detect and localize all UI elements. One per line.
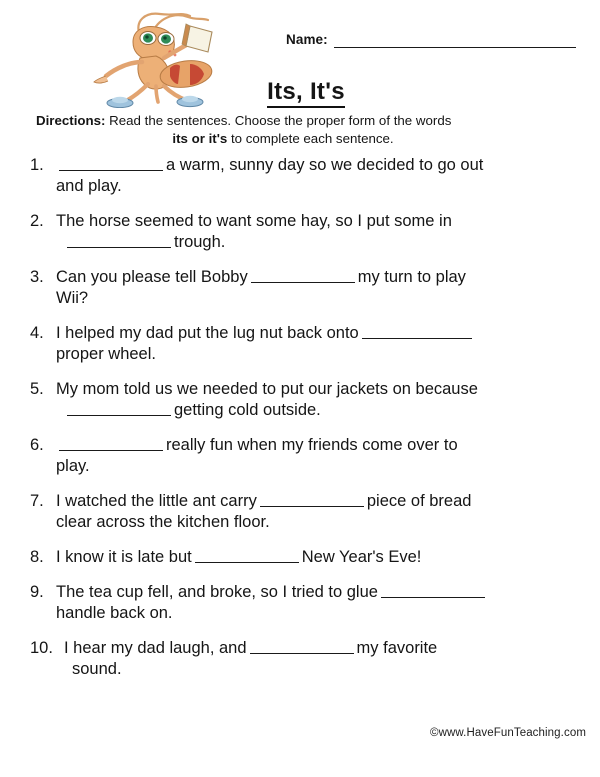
question-line (56, 323, 578, 344)
question-number: 4. (30, 324, 44, 342)
question-text-pre: I helped my dad put the lug nut back onto (56, 324, 359, 342)
question-line: My mom told us we needed to put our jackets on because (56, 380, 478, 398)
question-item (30, 582, 578, 624)
question-line-2: handle back on. (56, 604, 173, 622)
question-line (56, 435, 578, 456)
question-text-post: my favorite (356, 639, 438, 657)
question-body (52, 547, 578, 568)
directions-line-1-text: Read the sentences. Choose the proper form of the words (105, 113, 452, 128)
answer-blank[interactable] (251, 268, 355, 283)
question-item (30, 379, 578, 421)
question-line-2: sound. (72, 660, 122, 678)
question-text-pre: I know it is late but (56, 548, 192, 566)
question-body (60, 638, 578, 680)
question-line (56, 491, 578, 512)
answer-blank[interactable] (67, 401, 171, 416)
question-body (52, 491, 578, 533)
question-body (52, 323, 578, 365)
copyright-footer: ©www.HaveFunTeaching.com (430, 727, 586, 739)
directions (0, 112, 600, 148)
page-title (0, 78, 600, 106)
question-item (30, 211, 578, 253)
question-text-post: really fun when my friends come over to (166, 436, 458, 454)
answer-blank[interactable] (59, 156, 163, 171)
name-label: Name: (286, 32, 328, 47)
question-text-post: getting cold outside. (174, 401, 321, 419)
question-body (52, 211, 578, 253)
question-item (30, 638, 578, 680)
worksheet-header (0, 0, 600, 112)
question-number: 2. (30, 212, 44, 230)
question-item (30, 155, 578, 197)
question-body (52, 379, 578, 421)
question-body (52, 582, 578, 624)
question-number: 5. (30, 380, 44, 398)
answer-blank[interactable] (195, 548, 299, 563)
question-line-2 (56, 400, 578, 421)
question-line (56, 582, 578, 603)
question-number: 3. (30, 268, 44, 286)
question-line: The horse seemed to want some hay, so I put some in (56, 212, 452, 230)
question-text-post: a warm, sunny day so we decided to go out (166, 156, 484, 174)
question-line-2: clear across the kitchen floor. (56, 513, 270, 531)
question-item (30, 435, 578, 477)
question-text-post: piece of bread (366, 492, 472, 510)
question-text-pre: The tea cup fell, and broke, so I tried to glue (56, 583, 378, 601)
directions-line-1 (36, 112, 570, 130)
directions-lead: Directions: (36, 113, 106, 128)
question-text-pre: Can you please tell Bobby (56, 268, 248, 286)
question-item (30, 323, 578, 365)
question-line-2: proper wheel. (56, 345, 156, 363)
question-line (64, 638, 578, 659)
question-item (30, 267, 578, 309)
question-line (56, 155, 578, 176)
question-line-2: and play. (56, 177, 122, 195)
question-text-pre: I watched the little ant carry (56, 492, 257, 510)
question-line (56, 267, 578, 288)
question-item (30, 491, 578, 533)
question-text-post: New Year's Eve! (301, 548, 422, 566)
question-number: 9. (30, 583, 44, 601)
name-field-row (286, 32, 576, 48)
question-line-2 (56, 232, 578, 253)
directions-target-words: its or it's (172, 131, 228, 146)
answer-blank[interactable] (67, 233, 171, 248)
answer-blank[interactable] (250, 639, 354, 654)
question-number: 6. (30, 436, 44, 454)
question-item (30, 547, 578, 568)
question-line-2: play. (56, 457, 90, 475)
question-text-post: trough. (174, 233, 226, 251)
page-title-text: Its, It's (267, 78, 345, 108)
question-number: 1. (30, 156, 44, 174)
question-body (52, 435, 578, 477)
answer-blank[interactable] (260, 492, 364, 507)
answer-blank[interactable] (59, 436, 163, 451)
question-body (52, 267, 578, 309)
question-number: 7. (30, 492, 44, 510)
directions-line-2-text: to complete each sentence. (227, 131, 394, 146)
question-body (52, 155, 578, 197)
name-input-line[interactable] (334, 34, 576, 48)
question-text-post: my turn to play (357, 268, 466, 286)
directions-line-2 (36, 130, 570, 148)
question-number: 10. (30, 639, 53, 657)
question-text-pre: I hear my dad laugh, and (64, 639, 247, 657)
question-number: 8. (30, 548, 44, 566)
answer-blank[interactable] (381, 583, 485, 598)
question-line-2: Wii? (56, 289, 89, 307)
question-line (56, 547, 578, 568)
answer-blank[interactable] (362, 324, 472, 339)
question-list (0, 155, 600, 680)
